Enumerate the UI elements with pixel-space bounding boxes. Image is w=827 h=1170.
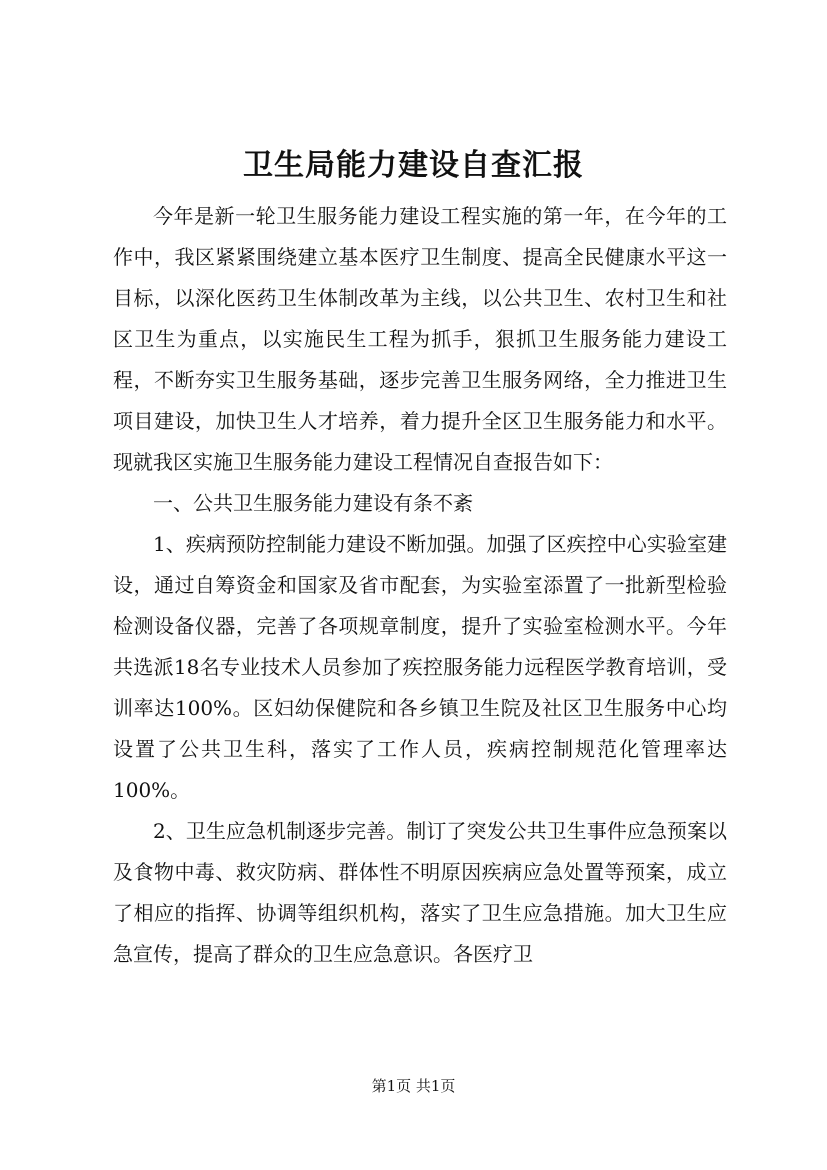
paragraph-disease-control: 1、疾病预防控制能力建设不断加强。加强了区疾控中心实验室建设，通过自筹资金和国家及省市配套，为实验室添置了一批新型检验检测设备仪器，完善了各项规章制度，提升了实验室检测水平。今年共选派18名专业技术人员参加了疾控服务能力远程医学教育培训，受训率达100%。区妇幼保健院和各乡镇卫生院及社区卫生服务中心均设置了公共卫生科，落实了工作人员，疾病控制规范化管理率达100%。: [113, 532, 727, 802]
page-number-footer: 第1页 共1页: [371, 1077, 456, 1095]
document-body: [113, 196, 727, 975]
paragraph-emergency-mechanism: 2、卫生应急机制逐步完善。制订了突发公共卫生事件应急预案以及食物中毒、救灾防病、群体性不明原因疾病应急处置等预案，成立了相应的指挥、协调等组织机构，落实了卫生应急措施。加大卫生应急宣传，提高了群众的卫生应急意识。各医疗卫: [113, 819, 727, 966]
paragraph-intro: 今年是新一轮卫生服务能力建设工程实施的第一年，在今年的工作中，我区紧紧围绕建立基本医疗卫生制度、提高全民健康水平这一目标，以深化医药卫生体制改革为主线，以公共卫生、农村卫生和社区卫生为重点，以实施民生工程为抓手，狠抓卫生服务能力建设工程，不断夯实卫生服务基础，逐步完善卫生服务网络，全力推进卫生项目建设，加快卫生人才培养，着力提升全区卫生服务能力和水平。现就我区实施卫生服务能力建设工程情况自查报告如下：: [113, 204, 727, 474]
document-title: 卫生局能力建设自查汇报: [243, 148, 584, 183]
section-heading-public-health: 一、公共卫生服务能力建设有条不紊: [153, 491, 473, 515]
